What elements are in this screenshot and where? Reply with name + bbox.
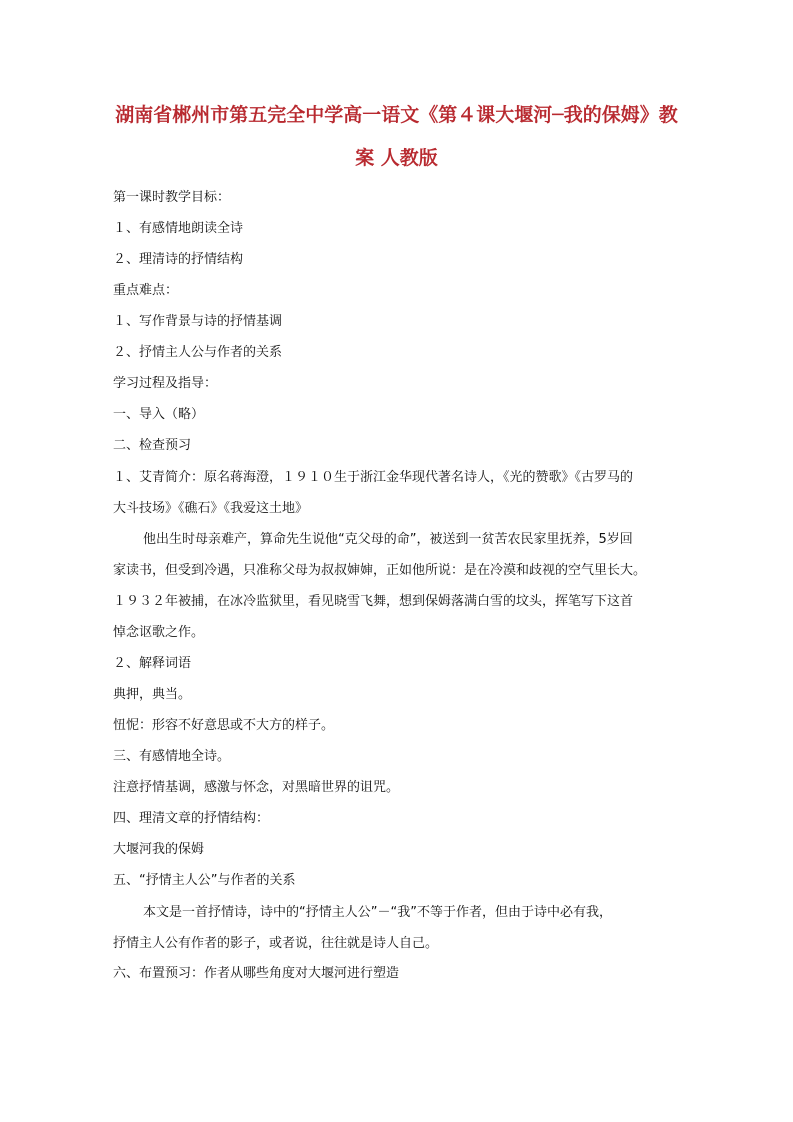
relationship-line-1: 本文是一首抒情诗，诗中的“抒情主人公”－“我”不等于作者，但由于诗中必有我， xyxy=(143,905,612,920)
author-intro-paragraph xyxy=(113,462,688,648)
step-5-relationship: 五、“抒情主人公”与作者的关系 xyxy=(113,873,296,888)
author-bio-line-4: 悼念讴歌之作。 xyxy=(113,625,205,640)
objective-item-2: ２、理清诗的抒情结构 xyxy=(113,252,244,267)
section-heading-key-points: 重点难点： xyxy=(113,283,179,298)
structure-note: 大堰河我的保姆 xyxy=(113,842,205,857)
vocabulary-heading: ２、解释词语 xyxy=(113,656,192,671)
step-3-reading: 三、有感情地全诗。 xyxy=(113,749,231,764)
reading-note: 注意抒情基调，感激与怀念，对黑暗世界的诅咒。 xyxy=(113,780,400,795)
key-point-item-2: ２、抒情主人公与作者的关系 xyxy=(113,345,283,360)
step-6-assignment: 六、布置预习：作者从哪些角度对大堰河进行塑造 xyxy=(113,966,400,981)
step-2-preview-check: 二、检查预习 xyxy=(113,438,192,453)
step-4-structure: 四、理清文章的抒情结构： xyxy=(113,811,270,826)
author-bio-line-2: 家读书，但受到冷遇，只准称父母为叔叔婶婶，正如他所说：是在冷漠和歧视的空气里长大。 xyxy=(113,563,647,578)
document-title-line-1: 湖南省郴州市第五完全中学高一语文《第４课大堰河─我的保姆》教 xyxy=(115,104,678,126)
document-title-line-2: 案 人教版 xyxy=(355,147,438,169)
relationship-paragraph xyxy=(113,897,688,959)
objective-item-1: １、有感情地朗读全诗 xyxy=(113,221,244,236)
section-heading-process: 学习过程及指导： xyxy=(113,376,218,391)
step-1-introduction: 一、导入（略） xyxy=(113,407,205,422)
relationship-line-2: 抒情主人公有作者的影子，或者说，往往就是诗人自己。 xyxy=(113,936,439,951)
vocabulary-item-2: 忸怩：形容不好意思或不大方的样子。 xyxy=(113,718,335,733)
author-intro-line-2: 大斗技场》《礁石》《我爱这土地》 xyxy=(113,501,309,516)
author-bio-line-3: １９３２年被捕，在冰冷监狱里，看见晓雪飞舞，想到保姆落满白雪的坟头，挥笔写下这首 xyxy=(113,594,634,609)
section-heading-objectives: 第一课时教学目标： xyxy=(113,190,231,205)
key-point-item-1: １、写作背景与诗的抒情基调 xyxy=(113,314,283,329)
author-intro-line-1: １、艾青简介：原名蒋海澄，１９１０生于浙江金华现代著名诗人，《光的赞歌》《古罗马的 xyxy=(113,470,634,485)
vocabulary-item-1: 典押，典当。 xyxy=(113,687,192,702)
author-bio-line-1: 他出生时母亲难产，算命先生说他“克父母的命”，被送到一贫苦农民家里抚养，5岁回 xyxy=(143,532,633,547)
